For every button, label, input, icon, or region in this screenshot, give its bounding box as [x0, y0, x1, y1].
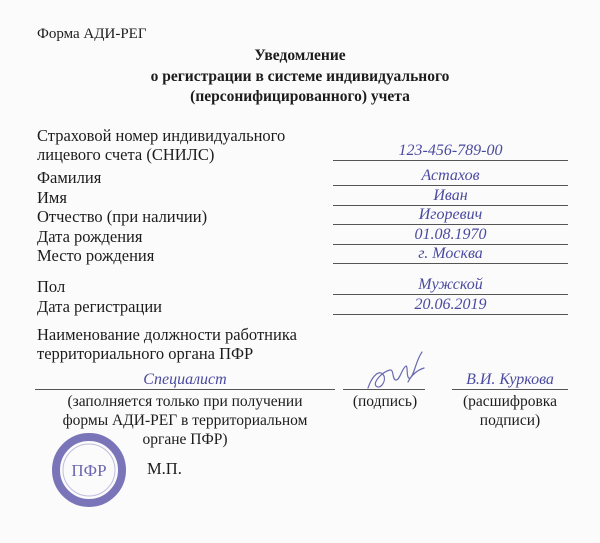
position-caption-line-3: органе ПФР): [142, 431, 228, 448]
surname-value: Астахов: [333, 166, 568, 186]
position-value: Специалист: [143, 371, 227, 388]
birth-date-label: Дата рождения: [37, 226, 143, 246]
signature-caption: (подпись): [352, 393, 418, 410]
snils-label-line-2: лицевого счета (СНИЛС): [37, 145, 215, 164]
stamp-place-label: М.П.: [147, 459, 182, 478]
position-underline: [35, 389, 335, 390]
sex-label: Пол: [37, 277, 66, 296]
birth-date-value: 01.08.1970: [333, 225, 568, 245]
position-caption-line-1: (заполняется только при получении: [67, 393, 303, 410]
document-title-line-2: о регистрации в системе индивидуального: [150, 67, 450, 85]
snils-label-line-1: Страховой номер индивидуального: [37, 126, 286, 145]
patronymic-value: Игоревич: [333, 205, 568, 225]
name-value: Иван: [333, 186, 568, 206]
handwritten-signature-icon: [358, 346, 438, 398]
snils-value: 123-456-789-00: [333, 141, 568, 161]
sex-value: Мужской: [333, 275, 568, 295]
document-title-line-1: Уведомление: [254, 47, 346, 64]
name-label: Имя: [37, 187, 67, 207]
position-label-line-1: Наименование должности работника: [37, 325, 297, 344]
signature-decoding-underline: [452, 389, 568, 390]
surname-label: Фамилия: [37, 168, 102, 187]
pfr-seal-icon: [51, 432, 127, 508]
signature-decoding-caption-line-2: подписи): [479, 412, 541, 429]
birth-place-value: г. Москва: [333, 244, 568, 264]
registration-date-label: Дата регистрации: [37, 297, 162, 316]
document-title-line-3: (персонифицированного) учета: [190, 88, 410, 105]
birth-place-label: Место рождения: [37, 246, 155, 265]
signature-decoding-caption-line-1: (расшифровка: [463, 393, 557, 410]
patronymic-label: Отчество (при наличии): [37, 207, 208, 226]
position-label-line-2: территориального органа ПФР: [37, 344, 254, 363]
position-caption-line-2: формы АДИ-РЕГ в территориальном: [62, 412, 308, 429]
signature-decoding-value: В.И. Куркова: [466, 371, 554, 388]
form-name: Форма АДИ-РЕГ: [37, 26, 147, 42]
registration-date-value: 20.06.2019: [333, 295, 568, 315]
seal-text: ПФР: [71, 461, 107, 480]
